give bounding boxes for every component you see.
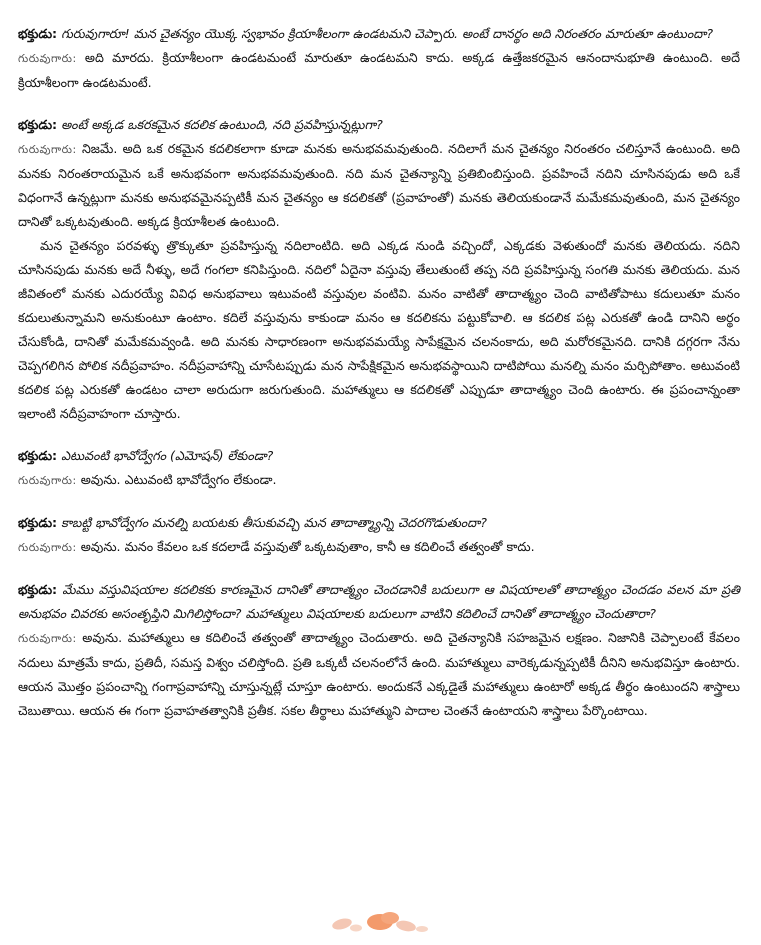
guru-label: గురువుగారు:: [18, 143, 77, 156]
petal-right-small-icon: [416, 926, 428, 932]
devotee-label: భక్తుడు:: [18, 515, 58, 530]
dialogue-block-2: [18, 113, 740, 426]
answer-text: అది మారదు. క్రియాశీలంగా ఉండటమంటే మారుతూ ఉండటమని కాదు. అక్కడ ఉత్తేజకరమైన ఆనందానుభూతి ఉంటుంది. అదే క్రియాశీలంగా ఉండటమంటే.: [18, 50, 740, 90]
guru-label: గురువుగారు:: [18, 541, 77, 554]
devotee-question: [18, 578, 740, 626]
petal-left-small-icon: [350, 925, 362, 932]
dialogue-block-4: [18, 511, 740, 560]
petal-left-icon: [331, 917, 353, 932]
question-text: మేము వస్తువిషయాల కదలికకు కారణమైన దానితో తాదాత్మ్యం చెందడానికి బదులుగా ఆ విషయాలతో తాదాత్మ్యం చెందడం వలన మా ప్రతి అనుభవం చివరకు అసంతృప్తిని మిగిలిస్తోందా? మహాత్ములు విషయాలకు బదులుగా వాటిని కదిలించే దానితో తాదాత్మ్యం చెందుతారా?: [18, 582, 740, 621]
devotee-question: [18, 113, 740, 137]
guru-label: గురువుగారు:: [18, 52, 77, 65]
guru-answer: [18, 468, 740, 493]
question-text: అంటే అక్కడ ఒకరకమైన కదలిక ఉంటుంది, నది ప్రవహిస్తున్నట్లుగా?: [61, 117, 383, 132]
devotee-label: భక్తుడు:: [18, 582, 58, 597]
petal-right-icon: [395, 919, 417, 933]
guru-answer: [18, 137, 740, 234]
devotee-label: భక్తుడు:: [18, 26, 58, 41]
answer-text: అవును. మహాత్ములు ఆ కదిలించే తత్వంతో తాదాత్మ్యం చెందుతారు. అది చైతన్యానికి సహజమైన లక్షణం. నిజానికి చెప్పాలంటే కేవలం నదులు మాత్రమే కాదు, ప్రతిదీ, సమస్త విశ్వం చలిస్తోంది. ప్రతి ఒక్కటీ చలనంలోనే ఉంది. మహాత్ములు వారెక్కడున్నప్పటికీ దీనిని అనుభవిస్తూ ఉంటారు. ఆయన మొత్తం ప్రపంచాన్ని గంగాప్రవాహాన్ని చూస్తున్నట్లే చూస్తూ ఉంటారు. అందుకనే ఎక్కడైతే మహాత్ములు ఉంటారో అక్కడ తీర్థం ఉంటుందని శాస్త్రాలు చెబుతాయి. ఆయన ఈ గంగా ప్రవాహతత్వానికి ప్రతీక. సకల తీర్థాలు మహాత్ముని పాదాల చెంతనే ఉంటాయని శాస్త్రాలు పేర్కొంటాయి.: [18, 630, 740, 718]
devotee-question: [18, 444, 740, 468]
answer-continuation-paragraph: మన చైతన్యం పరవళ్ళు త్రొక్కుతూ ప్రవహిస్తున్న నదిలాంటిది. అది ఎక్కడ నుండి వచ్చిందో, ఎక్కడకు వెళుతుందో మనకు తెలియదు. నదిని చూసినపుడు మనకు అదే నీళ్ళు, అదే గంగలా కనిపిస్తుంది. నదిలో ఏదైనా వస్తువు తేలుతుంటే తప్ప నది ప్రవహిస్తున్న సంగతి మనకు తెలియదు. మన జీవితంలో మనకు ఎదురయ్యే వివిధ అనుభవాలు ఇటువంటి వస్తువుల వంటివి. మనం వాటితో తాదాత్మ్యం చెంది వాటితోపాటు కదులుతూ మనం కదులుతున్నామని అనుకుంటూ ఉంటాం. కదిలే వస్తువును కాకుండా మనం ఆ కదలికను పట్టుకోవాలి. ఆ కదలిక పట్ల ఎరుకతో ఉండి దానిని అర్థం చేసుకోండి, దానితో మమేకమవ్వండి. అది మనకు సాధారణంగా అనుభవమయ్యే సాపేక్షమైన చలనంకాదు, అది మరోరకమైనది. దానికి దగ్గరగా నేను చెప్పగలిగిన పోలిక నదీప్రవాహం. నదీప్రవాహాన్ని చూసేటప్పుడు మన సాపేక్షికమైన అనుభవస్థాయిని దాటిపోయి మనల్ని మనం మర్చిపోతాం. అటువంటి కదలిక పట్ల ఎరుకతో ఉండటం చాలా అరుదుగా జరుగుతుంది. మహాత్ములు ఆ కదలికతో ఎప్పుడూ తాదాత్మ్యం చెంది ఉంటారు. ఈ ప్రపంచాన్నంతా ఇలాంటి నదీప్రవాహంగా చూస్తారు.: [18, 238, 740, 421]
question-text: గురువుగారూ! మన చైతన్యం యొక్క స్వభావం క్రియాశీలంగా ఉండటమని చెప్పారు. అంటే దానర్థం అది నిరంతరం మారుతూ ఉంటుందా?: [61, 26, 714, 41]
answer-text: అవును. ఎటువంటి భావోద్వేగం లేకుండా.: [80, 472, 277, 487]
dialogue-block-3: [18, 444, 740, 493]
devotee-question: [18, 22, 740, 46]
petal-center-top-icon: [381, 912, 399, 924]
guru-answer: [18, 535, 740, 560]
guru-answer: [18, 46, 740, 95]
devotee-question: [18, 511, 740, 535]
lotus-petals-ornament-icon: [322, 908, 442, 936]
guru-label: గురువుగారు:: [18, 632, 77, 645]
guru-label: గురువుగారు:: [18, 474, 77, 487]
dialogue-block-1: [18, 22, 740, 95]
guru-answer: [18, 626, 740, 723]
answer-text: నిజమే. అది ఒక రకమైన కదలికలాగా కూడా మనకు అనుభవమవుతుంది. నదిలాగే మన చైతన్యం నిరంతరం చలిస్తూనే ఉంటుంది. అది మనకు నిరంతరాయమైన ఒకే అనుభవంగా అనుభవమవుతుంది. నది మన చైతన్యాన్ని ప్రతిబింబిస్తుంది. ప్రవహించే నదిని చూసినపుడు అది ఒకే విధంగానే ఉన్నట్లుగా మనకు అనుభవమైనప్పటికీ మన చైతన్యం ఆ కదలికతో (ప్రవాహంతో) మనకు తెలియకుండానే మమేకమవుతుంది, మన చైతన్యం దానితో ఒక్కటవుతుంది. అక్కడ క్రియాశీలత ఉంటుంది.: [18, 141, 740, 229]
devotee-label: భక్తుడు:: [18, 117, 58, 132]
answer-text: అవును. మనం కేవలం ఒక కదలాడే వస్తువుతో ఒక్కటవుతాం, కానీ ఆ కదిలించే తత్వంతో కాదు.: [80, 539, 535, 554]
dialogue-block-5: [18, 578, 740, 723]
devotee-label: భక్తుడు:: [18, 448, 58, 463]
document-page: [18, 22, 740, 741]
question-text: ఎటువంటి భావోద్వేగం (ఎమోషన్) లేకుండా?: [61, 448, 274, 463]
question-text: కాబట్టి భావోద్వేగం మనల్ని బయటకు తీసుకువచ్చి మన తాదాత్మ్యాన్ని చెదరగొడుతుందా?: [61, 515, 487, 530]
